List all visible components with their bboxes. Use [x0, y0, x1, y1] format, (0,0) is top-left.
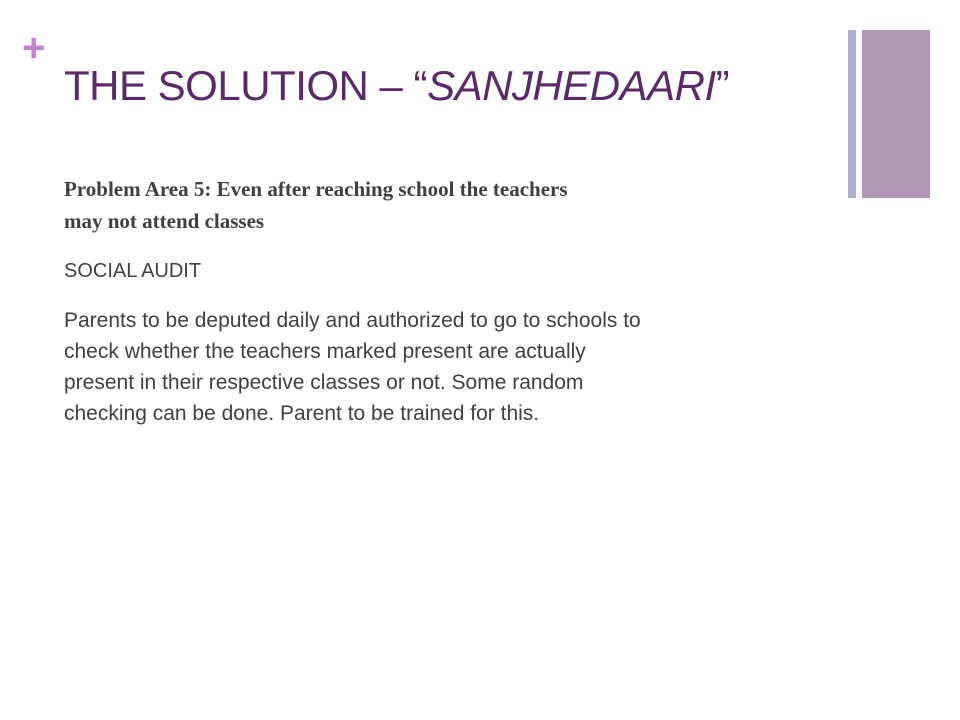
decorative-bar-thin — [848, 30, 856, 198]
paragraph-line-2: check whether the teachers marked present are actually — [64, 340, 586, 363]
paragraph-line-3: present in their respective classes or not. Some random — [64, 371, 584, 394]
problem-line-1: Problem Area 5: Even after reaching school the teachers — [64, 177, 568, 201]
plus-icon: + — [22, 26, 46, 70]
title-close-quote: ” — [715, 62, 730, 109]
title-emphasis: SANJHEDAARI — [427, 62, 716, 109]
section-heading: SOCIAL AUDIT — [64, 260, 202, 282]
problem-statement — [64, 173, 824, 237]
description-paragraph — [64, 305, 824, 429]
paragraph-line-4: checking can be done. Parent to be trained for this. — [64, 402, 540, 425]
paragraph-line-1: Parents to be deputed daily and authorized to go to schools to — [64, 309, 641, 332]
slide-body — [64, 173, 824, 429]
problem-line-2: may not attend classes — [64, 209, 265, 233]
slide-title — [64, 58, 729, 114]
decorative-bar-wide — [862, 30, 930, 198]
title-main: THE SOLUTION – “ — [64, 62, 428, 109]
